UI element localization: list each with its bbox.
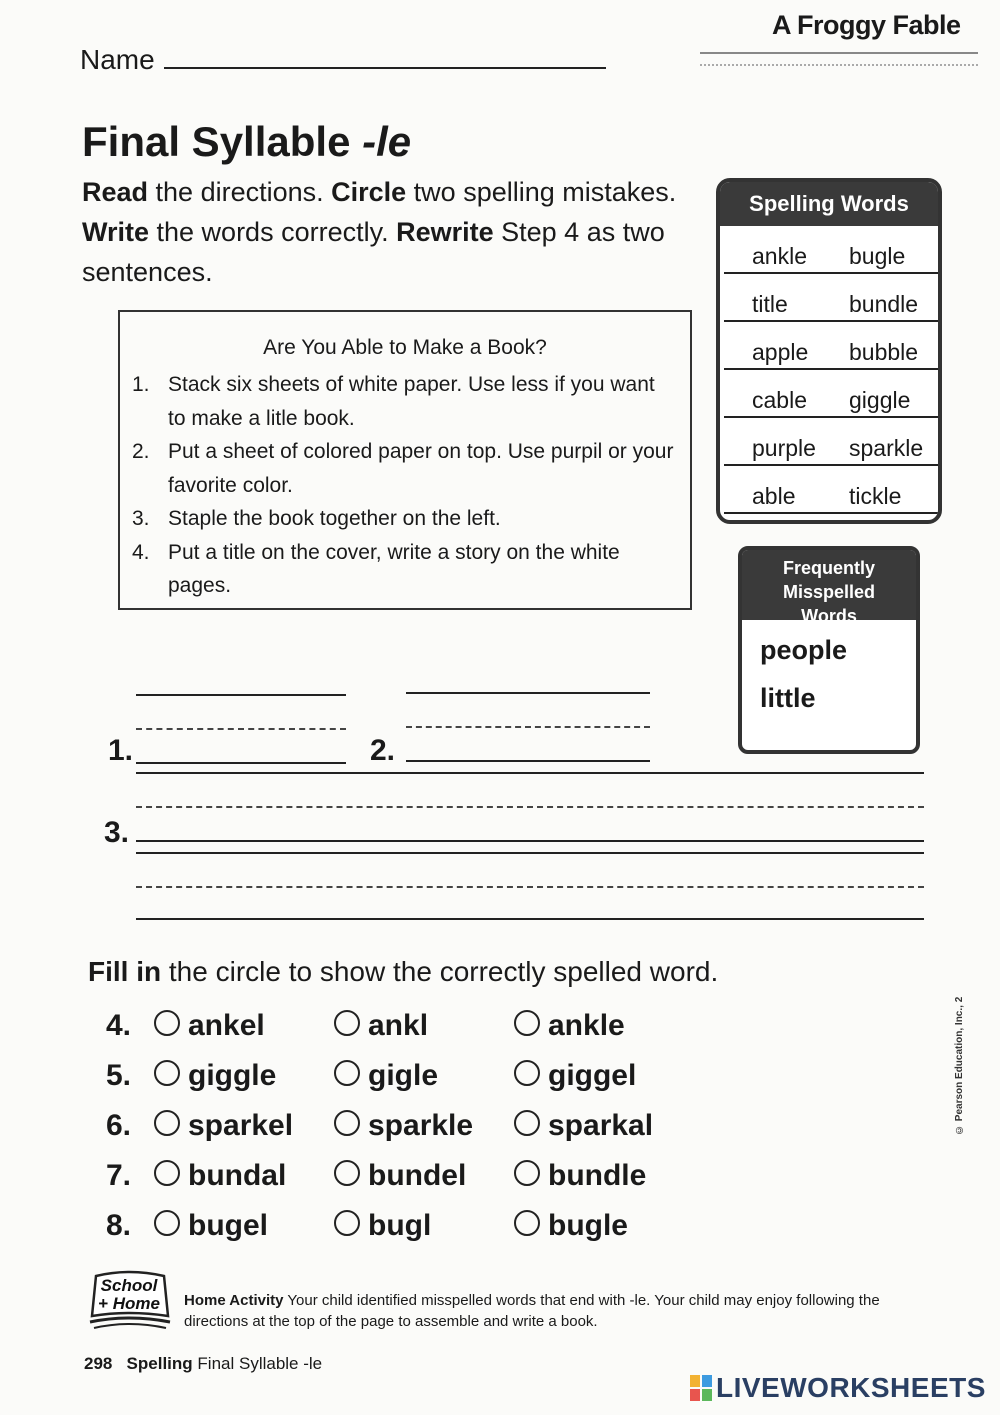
passage-steps: [132, 368, 677, 603]
step-item: [132, 435, 677, 502]
heading-line: Frequently: [782, 558, 875, 578]
title-main: Final Syllable: [82, 118, 363, 165]
directions-keyword: Rewrite: [396, 217, 494, 247]
question-number: 7.: [106, 1159, 132, 1192]
spelling-words-box: [716, 178, 942, 524]
answer-1-top-line: [136, 694, 346, 696]
option-label: bundel: [368, 1159, 467, 1192]
radio-circle-icon[interactable]: [334, 1010, 360, 1036]
question-7: [106, 1152, 694, 1200]
option-label: bundal: [188, 1159, 287, 1192]
step-text[interactable]: Put a sheet of colored paper on top. Use purpil or your favorite color.: [168, 440, 674, 497]
watermark-text: LIVEWORKSHEETS: [716, 1372, 986, 1403]
fill-in-keyword: Fill in: [88, 956, 162, 987]
answer-option[interactable]: [514, 1009, 694, 1043]
answer-2-top-line: [406, 692, 650, 694]
liveworksheets-logo-icon: [690, 1375, 712, 1401]
school-home-logo: [86, 1264, 172, 1332]
radio-circle-icon[interactable]: [154, 1060, 180, 1086]
question-6: [106, 1102, 694, 1150]
answer-2-mid-line: [406, 726, 650, 728]
answer-2-number: 2.: [370, 734, 396, 767]
spelling-word: tickle: [849, 483, 902, 509]
option-label: giggel: [548, 1059, 637, 1092]
answer-3-input-line-2[interactable]: [136, 918, 924, 920]
heading-line: Words: [801, 606, 857, 626]
answer-3-mid-line: [136, 806, 924, 808]
step-item: [132, 368, 677, 435]
spelling-words-heading: Spelling Words: [720, 182, 938, 226]
copyright-notice: © Pearson Education, Inc., 2: [954, 996, 965, 1135]
header-rule: [700, 52, 978, 66]
option-label: giggle: [188, 1059, 277, 1092]
step-item: [132, 502, 677, 536]
spelling-words-row: [724, 466, 938, 514]
answer-option[interactable]: [154, 1009, 334, 1043]
answer-option[interactable]: [334, 1109, 514, 1143]
spelling-word: cable: [752, 387, 807, 413]
step-number: 2.: [132, 440, 150, 463]
footer-topic: Final Syllable -le: [197, 1354, 323, 1373]
option-label: ankle: [548, 1009, 625, 1042]
step-number: 1.: [132, 373, 150, 396]
fill-in-directions: [88, 956, 718, 988]
answer-option[interactable]: [334, 1009, 514, 1043]
radio-circle-icon[interactable]: [154, 1010, 180, 1036]
answer-option[interactable]: [334, 1209, 514, 1243]
spelling-word: bundle: [849, 291, 919, 317]
radio-circle-icon[interactable]: [334, 1160, 360, 1186]
lesson-title: [82, 118, 411, 166]
directions-text: the directions.: [148, 177, 332, 207]
answer-1-input[interactable]: [136, 762, 346, 764]
liveworksheets-watermark: [690, 1372, 986, 1404]
option-label: sparkle: [368, 1109, 474, 1142]
option-label: ankl: [368, 1009, 429, 1042]
answer-option[interactable]: [154, 1159, 334, 1193]
answer-option[interactable]: [334, 1159, 514, 1193]
option-label: bugel: [188, 1209, 268, 1242]
name-label: Name: [80, 44, 155, 75]
answer-option[interactable]: [154, 1109, 334, 1143]
question-number: 4.: [106, 1009, 132, 1042]
name-input-line[interactable]: [164, 67, 606, 69]
logo-line-2: + Home: [98, 1294, 160, 1313]
radio-circle-icon[interactable]: [334, 1110, 360, 1136]
spelling-words-row: [724, 274, 938, 322]
directions-keyword: Circle: [331, 177, 407, 207]
misspelled-word: people: [760, 635, 848, 665]
page-number: 298: [84, 1354, 113, 1373]
misspelled-word: little: [760, 683, 816, 713]
radio-circle-icon[interactable]: [154, 1210, 180, 1236]
spelling-word: able: [752, 483, 796, 509]
directions-text: Step 4 as two sentences.: [82, 217, 665, 287]
spelling-word: ankle: [752, 243, 807, 269]
question-4: [106, 1002, 694, 1050]
option-label: bugle: [548, 1209, 628, 1242]
fill-in-text: the circle to show the correctly spelled word.: [161, 956, 719, 987]
step-number: 3.: [132, 507, 150, 530]
spelling-words-row: [724, 226, 938, 274]
title-suffix: -le: [362, 118, 412, 165]
spelling-word: sparkle: [849, 435, 924, 461]
home-activity-text: Your child identified misspelled words that end with -le. Your child may enjoy following the directions at the top of the page to assemble and write a book.: [184, 1292, 880, 1330]
option-label: bugl: [368, 1209, 432, 1242]
answer-3-number: 3.: [104, 816, 130, 849]
radio-circle-icon[interactable]: [514, 1110, 540, 1136]
answer-option[interactable]: [514, 1109, 694, 1143]
question-5: [106, 1052, 694, 1100]
passage-title: Are You Able to Make a Book?: [263, 336, 547, 359]
option-label: gigle: [368, 1059, 439, 1092]
spelling-word: bubble: [849, 339, 919, 365]
question-number: 8.: [106, 1209, 132, 1242]
radio-circle-icon[interactable]: [514, 1160, 540, 1186]
answer-1-mid-line: [136, 728, 346, 730]
heading-line: Misspelled: [782, 582, 876, 602]
story-title: A Froggy Fable: [772, 10, 961, 40]
answer-3-input-line-1[interactable]: [136, 840, 924, 842]
answer-option[interactable]: [334, 1059, 514, 1093]
spelling-word: giggle: [849, 387, 911, 413]
spelling-words-row: [724, 418, 938, 466]
school-home-logo-icon: [86, 1264, 172, 1332]
page-footer: [84, 1354, 322, 1374]
directions-keyword: Read: [82, 177, 149, 207]
spelling-word: purple: [752, 435, 816, 461]
directions: [82, 172, 692, 292]
footer-section: Spelling: [126, 1354, 193, 1373]
answer-option[interactable]: [514, 1059, 694, 1093]
directions-text: two spelling mistakes.: [406, 177, 677, 207]
question-number: 5.: [106, 1059, 132, 1092]
answer-option[interactable]: [514, 1209, 694, 1243]
answer-option[interactable]: [514, 1159, 694, 1193]
option-label: bundle: [548, 1159, 647, 1192]
step-text[interactable]: Stack six sheets of white paper. Use less if you want to make a litle book.: [168, 373, 655, 430]
radio-circle-icon[interactable]: [514, 1210, 540, 1236]
radio-circle-icon[interactable]: [514, 1010, 540, 1036]
spelling-words-row: [724, 322, 938, 370]
step-number: 4.: [132, 540, 150, 564]
answer-1-number: 1.: [108, 734, 134, 767]
directions-text: the words correctly.: [149, 217, 397, 247]
radio-circle-icon[interactable]: [154, 1110, 180, 1136]
answer-3-mid-line-2: [136, 886, 924, 888]
question-8: [106, 1202, 694, 1250]
step-item: [132, 536, 677, 603]
answer-3-top-line: [136, 772, 924, 774]
frequently-misspelled-box: [738, 546, 920, 754]
radio-circle-icon[interactable]: [334, 1060, 360, 1086]
spelling-word: bugle: [849, 243, 906, 269]
option-label: ankel: [188, 1009, 265, 1042]
spelling-word: title: [752, 291, 788, 317]
spelling-words-row: [724, 370, 938, 418]
answer-option[interactable]: [154, 1059, 334, 1093]
directions-keyword: Write: [82, 217, 150, 247]
radio-circle-icon[interactable]: [154, 1160, 180, 1186]
answer-3-top-line-2: [136, 852, 924, 854]
step-text[interactable]: Staple the book together on the left.: [168, 507, 501, 530]
answer-option[interactable]: [154, 1209, 334, 1243]
logo-line-1: School: [100, 1276, 158, 1295]
question-number: 6.: [106, 1109, 132, 1142]
spelling-word: apple: [752, 339, 809, 365]
answer-2-input[interactable]: [406, 760, 650, 762]
radio-circle-icon[interactable]: [514, 1060, 540, 1086]
home-activity-label: Home Activity: [184, 1292, 284, 1309]
option-label: sparkal: [548, 1109, 654, 1142]
step-text[interactable]: Put a title on the cover, write a story on the white pages.: [168, 540, 620, 597]
option-label: sparkel: [188, 1109, 294, 1142]
frequently-misspelled-heading: [742, 550, 916, 626]
passage-box: [118, 310, 692, 610]
home-activity: [184, 1290, 934, 1332]
radio-circle-icon[interactable]: [334, 1210, 360, 1236]
